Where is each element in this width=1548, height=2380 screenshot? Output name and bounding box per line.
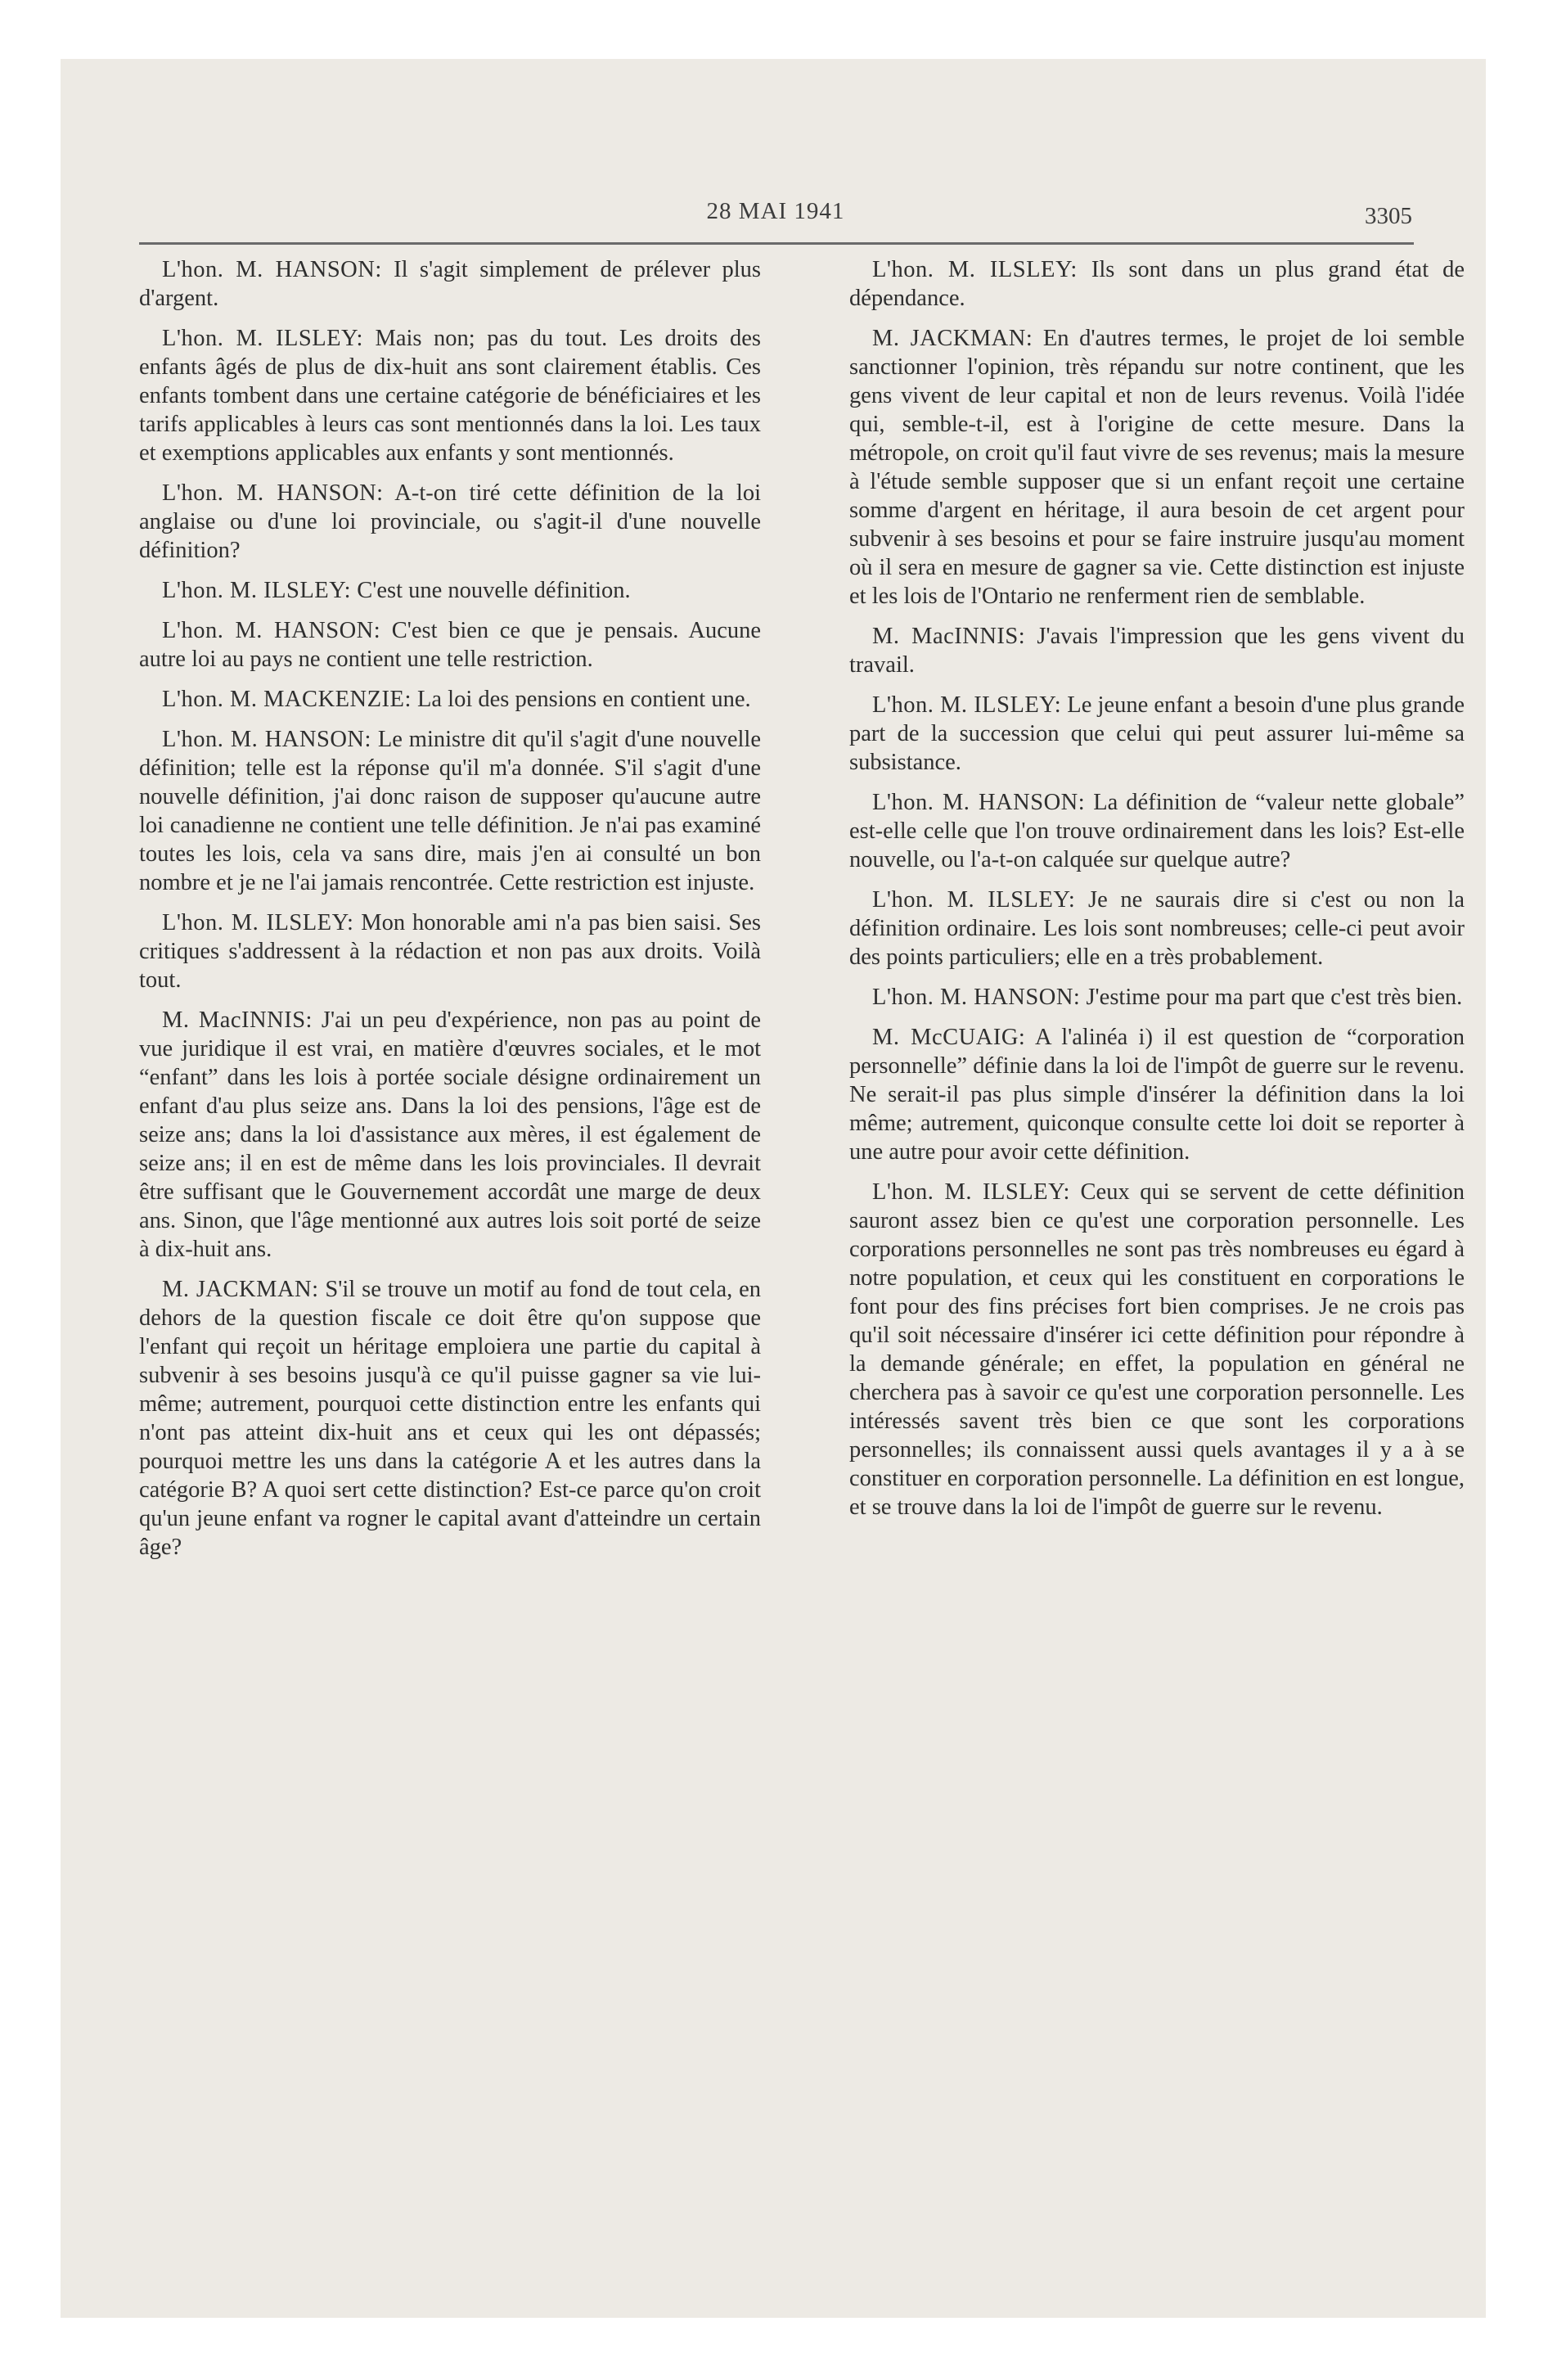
speech-text: Mais non; pas du tout. Les droits des enfants âgés de plus de dix-huit ans sont clairement établis. Ces enfants tombent dans une certaine catégorie de bénéficiaires et les tarifs applicables à leurs cas sont mentionnés dans la loi. Les taux et exemptions applicables aux enfants y sont mentionnés.	[139, 326, 761, 466]
speech-paragraph	[849, 255, 1465, 313]
speech-paragraph	[139, 255, 761, 313]
speaker-name: L'hon. M. HANSON:	[162, 618, 381, 643]
speech-text: C'est bien ce que je pensais. Aucune autre loi au pays ne contient une telle restriction.	[139, 618, 762, 672]
speaker-name: L'hon. M. ILSLEY:	[872, 257, 1078, 282]
right-column	[849, 255, 1465, 1533]
speech-paragraph	[139, 324, 761, 467]
speaker-name: L'hon. M. ILSLEY:	[162, 326, 363, 351]
speech-paragraph	[849, 886, 1465, 971]
speech-text: Le ministre dit qu'il s'agit d'une nouvelle définition; telle est la réponse qu'il m'a donnée. S'il s'agit d'une nouvelle définition, j'ai donc raison de supposer qu'aucune autre loi canadienne ne contient une telle définition. Je n'ai pas examiné toutes les lois, cela va sans dire, mais j'en ai consulté un bon nombre et je ne l'ai jamais rencontrée. Cette restriction est injuste.	[139, 727, 762, 895]
speech-text: Le jeune enfant a besoin d'une plus grande part de la succession que celui qui peut assurer lui-même sa subsistance.	[849, 692, 1465, 775]
speaker-name: L'hon. M. ILSLEY:	[872, 692, 1062, 718]
speech-text: A-t-on tiré cette définition de la loi anglaise ou d'une loi provinciale, ou s'agit-il d'une nouvelle définition?	[139, 480, 761, 563]
speech-paragraph	[139, 1275, 761, 1562]
speech-paragraph	[849, 324, 1465, 611]
speech-text: Ils sont dans un plus grand état de dépendance.	[849, 257, 1465, 311]
speech-paragraph	[849, 622, 1465, 679]
speech-text: Ceux qui se servent de cette définition sauront assez bien ce qu'est une corporation personnelle. Les corporations personnelles ne sont pas très nombreuses eu égard à notre population, et ceux qui les constituent en corporations le font pour des fins précises fort bien comprises. Je ne crois pas qu'il soit nécessaire d'insérer ici cette définition pour répondre à la demande générale; en effet, la population en général ne cherchera pas à savoir ce qu'est une corporation personnelle. Les intéressés savent très bien ce que sont les corporations personnelles; ils connaissent aussi quels avantages il y a à se constituer en corporation personnelle. La définition en est longue, et se trouve dans la loi de l'impôt de guerre sur le revenu.	[849, 1179, 1465, 1520]
left-column	[139, 255, 761, 1573]
speech-paragraph	[849, 1178, 1465, 1521]
speaker-name: L'hon. M. ILSLEY:	[872, 1179, 1070, 1205]
speech-paragraph	[849, 1023, 1465, 1166]
page-date: 28 MAI 1941	[706, 198, 845, 224]
speech-text: La définition de “valeur nette globale” est-elle celle que l'on trouve ordinairement dans les lois? Est-elle nouvelle, ou l'a-t-on calquée sur quelque autre?	[849, 790, 1465, 872]
speaker-name: L'hon. M. ILSLEY:	[872, 887, 1076, 913]
speaker-name: L'hon. M. ILSLEY:	[162, 910, 354, 935]
speaker-name: L'hon. M. ILSLEY:	[162, 578, 352, 603]
page-number: 3305	[1365, 203, 1412, 229]
speaker-name: L'hon. M. MACKENZIE:	[162, 687, 412, 712]
scanned-page	[61, 59, 1486, 2318]
speech-text: J'avais l'impression que les gens vivent du travail.	[849, 624, 1465, 678]
speech-text: A l'alinéa i) il est question de “corporation personnelle” définie dans la loi de l'impôt de guerre sur le revenu. Ne serait-il pas plus simple d'insérer la définition dans la loi même; autrement, quiconque consulte cette loi doit se reporter à une autre pour avoir cette définition.	[849, 1025, 1465, 1165]
speaker-name: L'hon. M. HANSON:	[872, 790, 1086, 815]
speech-paragraph	[139, 479, 761, 565]
speech-paragraph	[139, 725, 761, 897]
speaker-name: L'hon. M. HANSON:	[872, 985, 1081, 1010]
speech-text: Mon honorable ami n'a pas bien saisi. Ses critiques s'addressent à la rédaction et non pas aux droits. Voilà tout.	[139, 910, 762, 993]
speech-text: S'il se trouve un motif au fond de tout cela, en dehors de la question fiscale ce doit être qu'on suppose que l'enfant qui reçoit un héritage emploiera une partie du capital à subvenir à ses besoins jusqu'à ce qu'il puisse gagner sa vie lui-même; autrement, pourquoi cette distinction entre les enfants qui n'ont pas atteint dix-huit ans et ceux qui les ont dépassés; pourquoi mettre les uns dans la catégorie A et les autres dans la catégorie B? A quoi sert cette distinction? Est-ce parce qu'on croit qu'un jeune enfant va rogner le capital avant d'atteindre un certain âge?	[139, 1277, 762, 1560]
speech-text: La loi des pensions en contient une.	[417, 687, 751, 712]
page-header	[139, 198, 1412, 237]
speech-text: C'est une nouvelle définition.	[357, 578, 631, 603]
speech-paragraph	[139, 685, 761, 714]
speech-text: J'ai un peu d'expérience, non pas au point de vue juridique il est vrai, en matière d'œuvres sociales, et le mot “enfant” dans les lois à portée sociale désigne ordinairement un enfant d'au plus seize ans. Dans la loi des pensions, l'âge est de seize ans; dans la loi d'assistance aux mères, il est également de seize ans; il en est de même dans les lois provinciales. Il devrait être suffisant que le Gouvernement accordât une marge de deux ans. Sinon, que l'âge mentionné aux autres lois soit porté de seize à dix-huit ans.	[139, 1007, 761, 1262]
speaker-name: M. McCUAIG:	[872, 1025, 1026, 1050]
speech-paragraph	[139, 1006, 761, 1264]
speaker-name: L'hon. M. HANSON:	[162, 727, 371, 752]
speech-paragraph	[139, 616, 761, 674]
speech-paragraph	[139, 576, 761, 605]
speaker-name: M. MacINNIS:	[872, 624, 1026, 649]
speech-paragraph	[849, 788, 1465, 874]
speech-paragraph	[849, 691, 1465, 777]
speech-text: En d'autres termes, le projet de loi semble sanctionner l'opinion, très répandu sur notre continent, que les gens vivent de leur capital et non de leurs revenus. Voilà l'idée qui, semble-t-il, est à l'origine de cette mesure. Dans la métropole, on croit qu'il faut vivre de ses revenus; mais la mesure à l'étude semble supposer que si un enfant reçoit une certaine somme d'argent en héritage, il aura besoin de cet argent pour subvenir à ses besoins et pour se faire instruire jusqu'au moment où il sera en mesure de gagner sa vie. Cette distinction est injuste et les lois de l'Ontario ne renferment rien de semblable.	[849, 326, 1465, 609]
speaker-name: L'hon. M. HANSON:	[162, 480, 384, 506]
speech-text: Il s'agit simplement de prélever plus d'argent.	[139, 257, 761, 311]
speech-text: J'estime pour ma part que c'est très bien.	[1086, 985, 1463, 1010]
speech-text: Je ne saurais dire si c'est ou non la définition ordinaire. Les lois sont nombreuses; celle-ci peut avoir des points particuliers; elle en a très probablement.	[849, 887, 1465, 970]
speaker-name: M. JACKMAN:	[872, 326, 1033, 351]
speaker-name: L'hon. M. HANSON:	[162, 257, 382, 282]
speaker-name: M. MacINNIS:	[162, 1007, 313, 1033]
speech-paragraph	[139, 908, 761, 994]
speaker-name: M. JACKMAN:	[162, 1277, 319, 1302]
header-rule	[139, 242, 1414, 245]
speech-paragraph	[849, 983, 1465, 1012]
